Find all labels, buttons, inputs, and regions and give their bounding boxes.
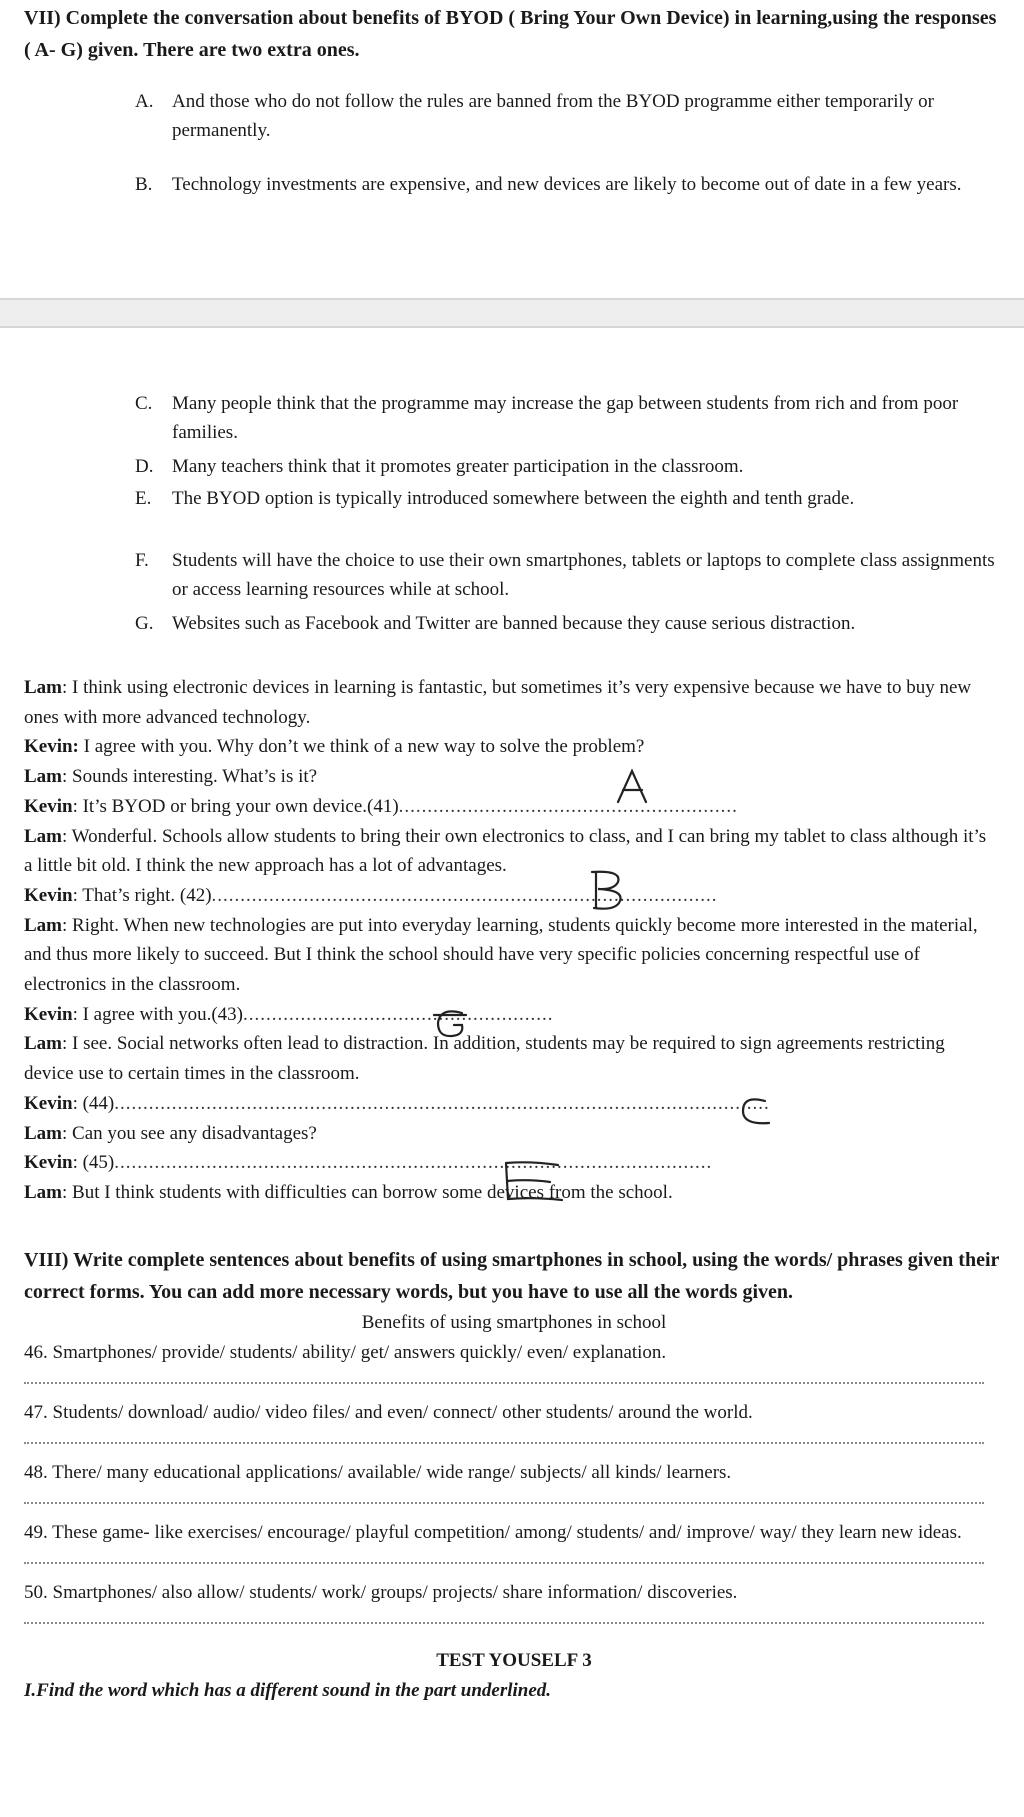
exercise-50: 50. Smartphones/ also allow/ students/ work/ groups/ projects/ share information/ discoveries. (24, 1582, 738, 1603)
section-viii-heading: VIII) Write complete sentences about benefits of using smartphones in school, using the words/ phrases given their correct forms. You can add more necessary words, but you have to use all the words given. (24, 1249, 1000, 1303)
option-letter: A. (135, 91, 154, 112)
option-text: Technology investments are expensive, and new devices are likely to become out of date in a few years. (172, 174, 962, 195)
utterance: I agree with you. Why don’t we think of a new way to solve the problem? (78, 736, 645, 758)
exercise-48: 48. There/ many educational applications/ available/ wide range/ subjects/ all kinds/ learners. (24, 1462, 732, 1483)
utterance: : (44) (72, 1092, 115, 1114)
dialogue-line (24, 1029, 999, 1088)
handwritten-answer-44 (735, 1093, 775, 1129)
handwritten-answer-45 (500, 1157, 566, 1203)
answer-blank-43[interactable]: ...................................................... (242, 1003, 554, 1025)
option-text: Students will have the choice to use their own smartphones, tablets or laptops to complete class assignments or access learning resources while at school. (172, 550, 995, 600)
answer-blank-42[interactable]: ........................................................................................ (211, 884, 718, 906)
handwritten-answer-41 (612, 768, 656, 804)
dialogue-line-42 (24, 881, 999, 911)
utterance: : Sounds interesting. What’s is it? (62, 766, 318, 788)
answer-line-47[interactable] (24, 1428, 1004, 1458)
utterance: : That’s right. (42) (72, 884, 212, 906)
option-text: Websites such as Facebook and Twitter are banned because they cause serious distraction. (172, 613, 856, 634)
dialogue-line (24, 732, 999, 762)
dialogue-line (24, 911, 999, 1000)
dialogue-line (24, 1119, 999, 1149)
option-letter: B. (135, 174, 153, 195)
speaker: Kevin (24, 1003, 73, 1025)
utterance: : I see. Social networks often lead to distraction. In addition, students may be required to sign agreements restricting device use to certain times in the classroom. (24, 1033, 945, 1085)
option-letter: C. (135, 393, 153, 414)
dialogue-line (24, 822, 999, 881)
answer-line-48[interactable] (24, 1488, 1004, 1518)
option-letter: G. (135, 613, 154, 634)
utterance: : I agree with you.(43) (72, 1003, 243, 1025)
option-text: Many teachers think that it promotes greater participation in the classroom. (172, 456, 744, 477)
utterance: : It’s BYOD or bring your own device.(41) (72, 795, 399, 817)
speaker: Kevin (24, 884, 73, 906)
utterance: : Right. When new technologies are put into everyday learning, students quickly become more interested in the material, and thus more likely to succeed. But I think the school should have very specific policies concerning respectful use of electronics in the classroom. (24, 914, 978, 996)
page-gap-divider (0, 298, 1024, 328)
dialogue-line-43 (24, 1000, 999, 1030)
option-letter: D. (135, 456, 154, 477)
dialogue-line (24, 762, 999, 792)
handwritten-answer-43 (432, 1005, 472, 1041)
handwritten-answer-42 (588, 868, 628, 912)
speaker: Kevin (24, 795, 73, 817)
answer-blank-45[interactable]: ........................................................................................................ (114, 1152, 713, 1174)
answer-line-50[interactable] (24, 1608, 1004, 1638)
option-letter: F. (135, 550, 149, 571)
speaker: Lam (24, 766, 62, 788)
utterance: : (45) (72, 1152, 115, 1174)
speaker: Kevin (24, 1152, 73, 1174)
exercise-46: 46. Smartphones/ provide/ students/ ability/ get/ answers quickly/ even/ explanation. (24, 1342, 667, 1363)
utterance: : Wonderful. Schools allow students to bring their own electronics to class, and I can bring my tablet to class although it’s a little bit old. I think the new approach has a lot of advantages. (24, 825, 987, 877)
option-text: Many people think that the programme may increase the gap between students from rich and from poor families. (172, 393, 959, 443)
exercise-49: 49. These game- like exercises/ encourage/ playful competition/ among/ students/ and/ improve/ way/ they learn new ideas. (24, 1522, 962, 1543)
exercise-47: 47. Students/ download/ audio/ video files/ and even/ connect/ other students/ around the world. (24, 1402, 753, 1423)
section-viii (24, 1244, 1004, 1706)
answer-line-46[interactable] (24, 1368, 1004, 1398)
answer-line-49[interactable] (24, 1548, 1004, 1578)
speaker: Lam (24, 1033, 62, 1055)
speaker: Lam (24, 677, 62, 698)
option-text: And those who do not follow the rules are banned from the BYOD programme either temporarily or permanently. (172, 91, 934, 141)
dialogue-line (24, 673, 999, 732)
speaker: Lam (24, 1181, 62, 1203)
speaker: Lam (24, 825, 62, 847)
speaker: Lam (24, 1122, 62, 1144)
exercise-subtitle: Benefits of using smartphones in school (361, 1312, 667, 1333)
speaker: Lam (24, 914, 62, 936)
answer-blank-44[interactable]: .................................................................................................................. (114, 1092, 770, 1114)
section-vii-heading: VII) Complete the conversation about benefits of BYOD ( Bring Your Own Device) in learning,using the responses ( A- G) given. There are two extra ones. (24, 7, 997, 61)
utterance: : Can you see any disadvantages? (62, 1122, 317, 1144)
speaker: Kevin (24, 1092, 73, 1114)
conversation (24, 673, 999, 1208)
section-vii (24, 2, 1004, 66)
dialogue-line-41 (24, 792, 999, 822)
option-letter: E. (135, 488, 152, 509)
option-text: The BYOD option is typically introduced somewhere between the eighth and tenth grade. (172, 488, 855, 509)
test-title: TEST YOUSELF 3 (436, 1650, 592, 1671)
answer-blank-41[interactable]: ........................................................... (398, 795, 738, 817)
dialogue-line-44 (24, 1089, 999, 1119)
test-instruction: I.Find the word which has a different sound in the part underlined. (24, 1680, 552, 1701)
utterance: : But I think students with difficulties can borrow some devices from the school. (62, 1181, 673, 1203)
speaker: Kevin: (24, 736, 79, 758)
utterance: : I think using electronic devices in learning is fantastic, but sometimes it’s very expensive because we have to buy new ones with more advanced technology. (24, 677, 972, 728)
